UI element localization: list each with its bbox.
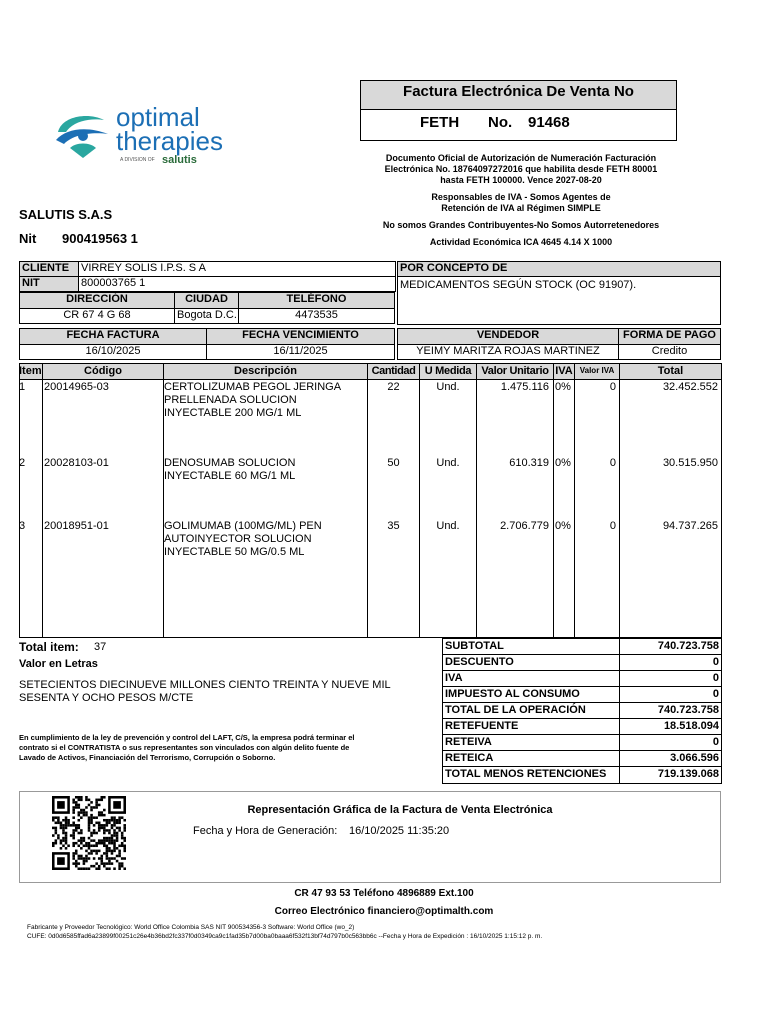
totals-value: 719.139.068	[619, 766, 722, 784]
laft-line: contrato si el CONTRATISTA o sus representantes son vinculados con algún delito fuente de	[19, 743, 350, 752]
totals-label: SUBTOTAL	[442, 638, 620, 655]
totals-value: 740.723.758	[619, 638, 722, 655]
totals-value: 0	[619, 654, 722, 671]
cell-valor-iva: 0	[609, 457, 616, 469]
totals-label: IMPUESTO AL CONSUMO	[442, 686, 620, 703]
col-header-valor-unitario: Valor Unitario	[481, 365, 549, 377]
cell-cantidad: 22	[387, 381, 400, 393]
resolution-text	[356, 153, 686, 248]
generation-label: Fecha y Hora de Generación:	[193, 825, 338, 837]
cell-item: 2	[19, 457, 26, 469]
concepto-label: POR CONCEPTO DE	[397, 261, 721, 277]
company-name: SALUTIS S.A.S	[19, 207, 113, 222]
total-item-value: 37	[94, 641, 107, 653]
cell-codigo: 20014965-03	[44, 381, 109, 393]
cell-umedida: Und.	[436, 457, 460, 469]
desc-line: GOLIMUMAB (100MG/ML) PEN	[164, 520, 322, 532]
valor-letras-line: SETECIENTOS DIECINUEVE MILLONES CIENTO TREINTA Y NUEVE MIL	[19, 679, 391, 691]
table-row	[0, 520, 768, 580]
cell-descripcion	[164, 457, 295, 483]
ciudad-value: Bogota D.C.	[174, 308, 239, 324]
resolution-line: Responsables de IVA - Somos Agentes de	[431, 192, 611, 202]
invoice-no-label: No.	[488, 114, 513, 131]
resolution-line: Documento Oficial de Autorización de Numeración Facturación	[385, 153, 657, 163]
invoice-title: Factura Electrónica De Venta No	[403, 83, 634, 100]
footer-address: CR 47 93 53 Teléfono 4896889 Ext.100	[294, 888, 474, 899]
cell-descripcion	[164, 381, 341, 420]
fecha-factura-label: FECHA FACTURA	[19, 328, 207, 345]
totals-value: 18.518.094	[619, 718, 722, 735]
totals-value: 0	[619, 686, 722, 703]
col-header-codigo: Código	[84, 365, 122, 377]
cliente-value: VIRREY SOLIS I.P.S. S A	[78, 261, 396, 277]
cell-total: 32.452.552	[662, 381, 718, 393]
cell-total: 94.737.265	[662, 520, 718, 532]
direccion-value: CR 67 4 G 68	[19, 308, 175, 324]
totals-label: DESCUENTO	[442, 654, 620, 671]
col-header-valor-iva: Valor IVA	[579, 366, 615, 375]
logo-division: A DIVISION OF	[120, 157, 155, 163]
logo-mark-icon	[52, 110, 114, 160]
cell-iva: 0%	[555, 381, 571, 393]
company-logo	[52, 102, 252, 176]
totals-label: IVA	[442, 670, 620, 687]
desc-line: INYECTABLE 200 MG/1 ML	[164, 407, 302, 419]
totals-label: TOTAL MENOS RETENCIONES	[442, 766, 620, 784]
totals-label: TOTAL DE LA OPERACIÓN	[442, 702, 620, 719]
valor-letras-line: SESENTA Y OCHO PESOS M/CTE	[19, 692, 194, 704]
totals-value: 0	[619, 734, 722, 751]
logo-brand-salutis: salutis	[162, 154, 197, 166]
cell-iva: 0%	[555, 520, 571, 532]
concepto-value: MEDICAMENTOS SEGÚN STOCK (OC 91907).	[397, 276, 721, 325]
cell-codigo: 20018951-01	[44, 520, 109, 532]
cell-valor-iva: 0	[609, 520, 616, 532]
invoice-prefix: FETH	[420, 114, 460, 131]
footer-cufe: CUFE: 0d0d6585ffad6a23899f00251c26e4b36bd2fc337f0d0349ca9c1fad35b7d00ba0baaa6f532f13bf74d797b0c563bb6c --Fecha y Hora de Expedición : 16/10/2025 1:15:12 p. m.	[27, 933, 543, 940]
total-item-label: Total item:	[19, 640, 79, 654]
cell-iva: 0%	[555, 457, 571, 469]
totals-value: 3.066.596	[619, 750, 722, 767]
qr-code-icon	[52, 796, 126, 870]
resolution-line: hasta FETH 100000. Vence 2027-08-20	[440, 175, 602, 185]
company-nit: 900419563 1	[62, 231, 138, 246]
items-header-divider	[19, 379, 722, 380]
forma-pago-value: Credito	[618, 344, 721, 360]
company-nit-label: Nit	[19, 231, 37, 246]
cell-umedida: Und.	[436, 520, 460, 532]
telefono-label: TELÉFONO	[238, 292, 395, 309]
totals-value: 740.723.758	[619, 702, 722, 719]
graphic-title: Representación Gráfica de la Factura de Venta Electrónica	[247, 804, 553, 816]
ciudad-label: CIUDAD	[174, 292, 239, 309]
resolution-line: Electrónica No. 18764097272016 que habilita desde FETH 80001	[384, 164, 658, 174]
cell-valor-unitario: 2.706.779	[500, 520, 549, 532]
cell-cantidad: 50	[387, 457, 400, 469]
totals-label: RETEFUENTE	[442, 718, 620, 735]
totals-value: 0	[619, 670, 722, 687]
laft-line: Lavado de Activos, Financiación del Terrorismo, Corrupción o Soborno.	[19, 753, 276, 762]
telefono-value: 4473535	[238, 308, 395, 324]
desc-line: INYECTABLE 60 MG/1 ML	[164, 470, 296, 482]
col-header-descripcion: Descripción	[234, 365, 297, 377]
valor-letras-label: Valor en Letras	[19, 658, 98, 670]
desc-line: INYECTABLE 50 MG/0.5 ML	[164, 546, 305, 558]
laft-notice	[19, 733, 355, 763]
desc-line: CERTOLIZUMAB PEGOL JERINGA	[164, 381, 342, 393]
totals-label: RETEICA	[442, 750, 620, 767]
direccion-label: DIRECCIÓN	[19, 292, 175, 309]
forma-pago-label: FORMA DE PAGO	[618, 328, 721, 345]
totals-label: RETEIVA	[442, 734, 620, 751]
logo-text-therapies: therapies	[116, 126, 223, 156]
cliente-label: CLIENTE	[19, 261, 79, 277]
col-header-total: Total	[657, 365, 684, 377]
table-row	[0, 381, 768, 441]
desc-line: DENOSUMAB SOLUCION	[164, 457, 296, 469]
col-header-cantidad: Cantidad	[371, 365, 416, 377]
col-header-item: Item	[19, 365, 42, 377]
table-row	[0, 457, 768, 497]
cell-item: 3	[19, 520, 26, 532]
footer-provider: Fabricante y Proveedor Tecnológico: World Office Colombia SAS NIT 900534356-3 Software: World Office (wo_2)	[27, 924, 355, 931]
nit-value: 800003765 1	[78, 276, 396, 292]
resolution-line: Retención de IVA al Régimen SIMPLE	[441, 203, 601, 213]
vendedor-value: YEIMY MARITZA ROJAS MARTINEZ	[397, 344, 619, 360]
cell-cantidad: 35	[387, 520, 400, 532]
cell-valor-unitario: 1.475.116	[500, 381, 549, 393]
fecha-vencimiento-label: FECHA VENCIMIENTO	[206, 328, 395, 345]
invoice-number-box	[360, 109, 677, 141]
cell-item: 1	[19, 381, 26, 393]
fecha-factura-value: 16/10/2025	[19, 344, 207, 360]
desc-line: AUTOINYECTOR SOLUCION	[164, 533, 312, 545]
cell-total: 30.515.950	[662, 457, 718, 469]
desc-line: PRELLENADA SOLUCION	[164, 394, 297, 406]
resolution-line: Actividad Económica ICA 4645 4.14 X 1000	[429, 237, 613, 247]
resolution-line: No somos Grandes Contribuyentes-No Somos Autorretenedores	[382, 220, 660, 230]
cell-descripcion	[164, 520, 322, 559]
nit-label: NIT	[19, 276, 79, 292]
footer-email: Correo Electrónico financiero@optimalth.com	[274, 906, 494, 917]
laft-line: En cumplimiento de la ley de prevención y control del LAFT, C/S, la empresa podrá terminar el	[19, 733, 355, 742]
invoice-number: 91468	[528, 114, 570, 131]
fecha-vencimiento-value: 16/11/2025	[206, 344, 395, 360]
cell-codigo: 20028103-01	[44, 457, 109, 469]
logo-text-optimal: optimal	[116, 102, 200, 132]
generation-value: 16/10/2025 11:35:20	[349, 825, 450, 837]
cell-umedida: Und.	[436, 381, 460, 393]
vendedor-label: VENDEDOR	[397, 328, 619, 345]
valor-letras	[19, 679, 391, 705]
col-header-iva: IVA	[555, 365, 573, 377]
col-header-umedida: U Medida	[424, 365, 472, 377]
cell-valor-unitario: 610.319	[509, 457, 549, 469]
cell-valor-iva: 0	[609, 381, 616, 393]
